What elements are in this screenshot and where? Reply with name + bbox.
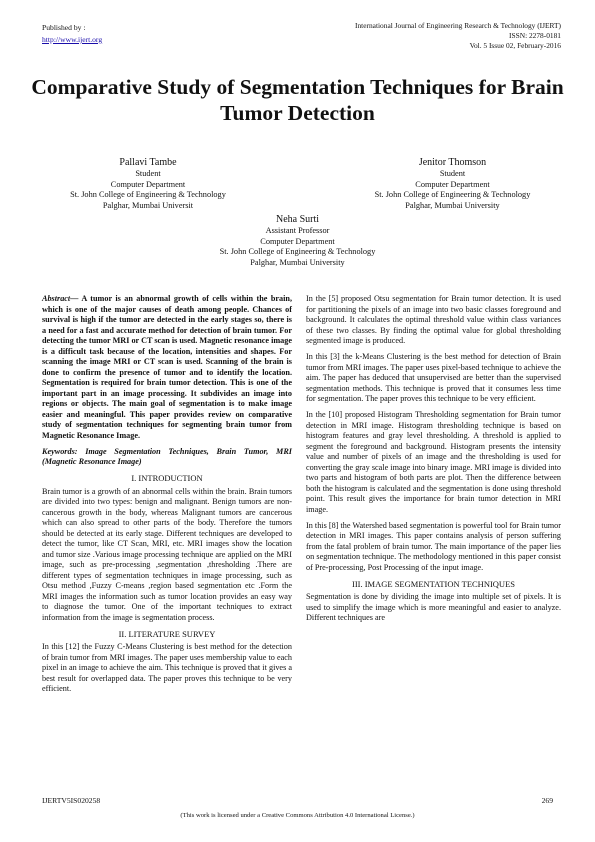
literature-paragraph-1: In this [12] the Fuzzy C-Means Clustering is best method for the detection of brain tumor from MRI images. The paper uses membership value to each pixel in an image to achieve the aim. This technique is proved that it gives a best result for overlapped data. The paper proves this technique to be very efficient. bbox=[42, 642, 292, 693]
keywords-text: : Image Segmentation Techniques, Brain Tumor, MRI (Magnetic Resonance Image) bbox=[42, 446, 292, 466]
issn: ISSN: 2278-0181 bbox=[509, 31, 561, 40]
author-block-3 bbox=[150, 213, 445, 268]
author-name: Jenitor Thomson bbox=[418, 157, 487, 168]
segmentation-paragraph: Segmentation is done by dividing the image into multiple set of pixels. It is used to simplify the image which is more meaningful and easier to analyze. Different techniques are bbox=[306, 592, 561, 622]
author-role: Student bbox=[439, 169, 466, 178]
journal-url-link[interactable]: http://www.ijert.org bbox=[42, 35, 103, 44]
introduction-paragraph: Brain tumor is a growth of an abnormal cells within the brain. Brain tumors are divided into two types: benign and malignant. Benign tumors are non- cancerous growth in the body, whereas Malignant tumors are cancerous which can also spread to other parts of the body. Therefore the tumors should be detected at its early stage. Different techniques are developed to detect the tumor, like CT Scan, MRI, etc. MRI images show the location and tumor size .Various image processing technique are applied on the MRI image, such as pre-processing ,segmentation ,thresholding .There are different types of segmentation techniques in image processing, such as Otsu method ,Fuzzy C-means ,region based segmentation etc .Form the MRI images the information such as tumor location provides an easy way to diagnose the tumor. One of the important techniques to extract information from the image is segmentation process. bbox=[42, 486, 292, 622]
literature-paragraph-2: In the [5] proposed Otsu segmentation for Brain tumor detection. It is used for partitioning the pixels of an image into two basic classes foreground and background. It calculates the optimal threshold value within class variances of these two classes. By finding the optimal value for global thresholding segmented image is produced. bbox=[306, 294, 561, 345]
paper-title: Comparative Study of Segmentation Techniques for Brain Tumor Detection bbox=[31, 75, 564, 125]
literature-paragraph-3: In this [3] the k-Means Clustering is the best method for detection of Brain tumor from MRI images. The paper uses pixel-based technique to achieve the aim. The paper has deduced that unsupervised are better than the supervised segmentation methods. This technique is proved that it consumes less time for segmentation. The paper proves this technique to be very efficient. bbox=[306, 352, 561, 403]
literature-paragraph-4: In the [10] proposed Histogram Thresholding segmentation for Brain tumor detection in MRI image. Histogram thresholding technique is based on histogram features and gray level thresholding. A threshold is applied to segment the foreground and background. Histogram presents the intensity value and number of pixels of an image and the thresholding is used for converting the gray scale image into binary image. MRI image is divided into two parts and histogram of both parts are plot. Then the difference between both the histogram is calculated and the segmentation is done using threshold point. This result gives the importance for brain tumor detection in MRI image. bbox=[306, 410, 561, 514]
section-heading-introduction: I. INTRODUCTION bbox=[131, 473, 203, 483]
author-place: Palghar, Mumbai University bbox=[250, 257, 345, 267]
literature-paragraph-5: In this [8] the Watershed based segmentation is powerful tool for Brain tumor detection in MRI images. This paper contains analysis of person suffering from the fatal problem of brain tumor. The main importance of the paper lies on segmentation technique. The methodology mentioned in this paper consist of Pre-processing, Post Processing of the input image. bbox=[306, 520, 561, 572]
author-college: St. John College of Engineering & Technology bbox=[374, 190, 531, 199]
author-block-2 bbox=[330, 156, 575, 211]
abstract-text: A tumor is an abnormal growth of cells within the brain, which is one of the major causes of death among people. Chances of survival is high if the tumor are detected in the early stages so, there is a need for a fast and accurate method for detection of brain tumor. For detecting the tumor MRI or CT scan is used. Magnetic resonance image is a difficult task because of the location, intensities and shapes. For scanning the image MRI or CT scan is used. Scanning of the brain is done to confirm the presence of tumor and to identify the location. Segmentation is required for brain tumor detection. This is one of the important part in an image processing. It subdivides an image into regions or objects. The main goal of segmentation is to make image easier and meaningful. This paper provides review on comparative study of segmentation techniques for segmenting brain tumor from Magnetic Resonance Image. bbox=[42, 294, 292, 440]
author-place: Palghar, Mumbai Universit bbox=[102, 200, 194, 210]
paper-id: IJERTV5IS020258 bbox=[42, 796, 101, 805]
publisher-block bbox=[42, 22, 102, 46]
right-column bbox=[306, 294, 561, 629]
abstract bbox=[42, 294, 292, 441]
keywords bbox=[42, 447, 292, 468]
author-college: St. John College of Engineering & Technology bbox=[219, 247, 376, 256]
author-role: Assistant Professor bbox=[265, 226, 330, 235]
keywords-label: Keywords bbox=[42, 446, 75, 456]
volume-issue: Vol. 5 Issue 02, February-2016 bbox=[469, 41, 561, 50]
left-column bbox=[42, 294, 292, 700]
author-name: Pallavi Tambe bbox=[119, 157, 177, 168]
author-college: St. John College of Engineering & Technology bbox=[70, 190, 226, 199]
author-role: Student bbox=[135, 169, 161, 178]
author-place: Palghar, Mumbai University bbox=[405, 200, 500, 210]
section-heading-literature-survey: II. LITERATURE SURVEY bbox=[118, 628, 216, 639]
section-heading-segmentation: III. IMAGE SEGMENTATION TECHNIQUES bbox=[351, 578, 515, 589]
published-by-label: Published by : bbox=[42, 23, 86, 32]
author-department: Computer Department bbox=[415, 179, 490, 189]
page-number: 269 bbox=[541, 796, 553, 805]
license-note: (This work is licensed under a Creative Commons Attribution 4.0 International License.) bbox=[180, 812, 415, 819]
author-name: Neha Surti bbox=[275, 214, 320, 225]
author-department: Computer Department bbox=[110, 179, 186, 189]
journal-name: International Journal of Engineering Research & Technology (IJERT) bbox=[355, 21, 561, 30]
author-department: Computer Department bbox=[260, 236, 335, 246]
abstract-label: Abstract— bbox=[42, 294, 79, 303]
author-block-1 bbox=[28, 156, 268, 211]
journal-info-block bbox=[355, 21, 561, 51]
